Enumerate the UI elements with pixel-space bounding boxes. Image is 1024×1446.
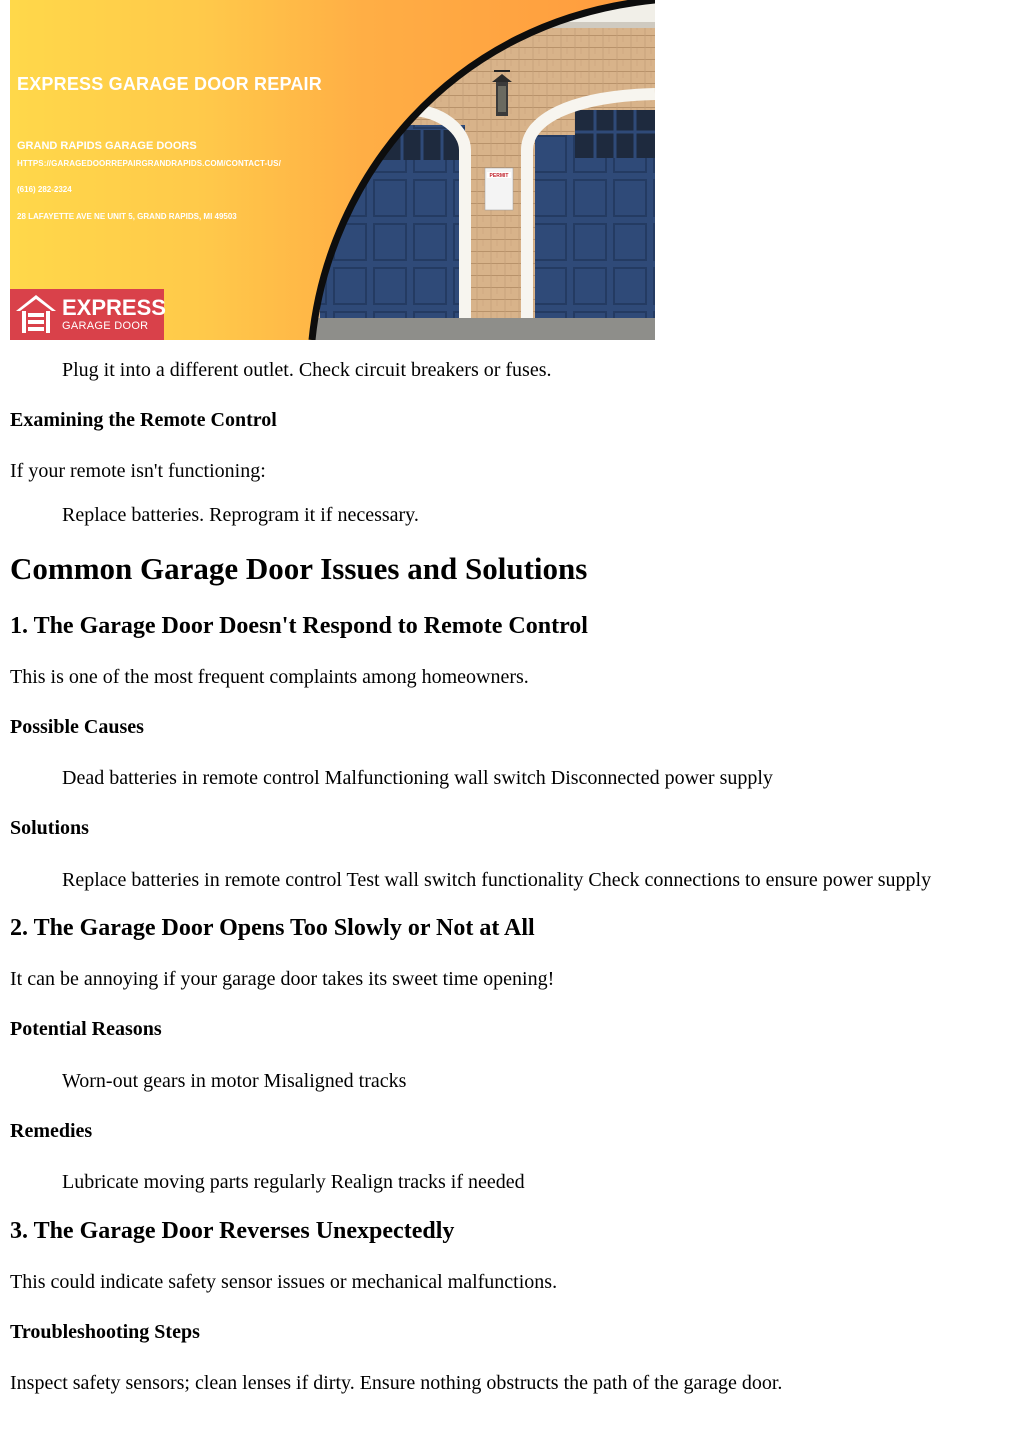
- express-logo: [10, 289, 164, 340]
- text-outlet: Plug it into a different outlet. Check circuit breakers or fuses.: [62, 359, 552, 381]
- text-issue-2-intro: It can be annoying if your garage door takes its sweet time opening!: [10, 968, 555, 990]
- text-issue-3-intro: This could indicate safety sensor issues or mechanical malfunctions.: [10, 1271, 558, 1293]
- heading-common-issues: Common Garage Door Issues and Solutions: [10, 551, 588, 586]
- banner-url: HTTPS://GARAGEDOORREPAIRGRANDRAPIDS.COM/CONTACT-US/: [17, 159, 281, 168]
- text-possible-causes: Dead batteries in remote control Malfunctioning wall switch Disconnected power supply: [62, 767, 773, 789]
- heading-remedies: Remedies: [10, 1120, 93, 1142]
- heading-troubleshooting-steps: Troubleshooting Steps: [10, 1321, 200, 1343]
- heading-issue-3: 3. The Garage Door Reverses Unexpectedly: [10, 1218, 455, 1244]
- text-potential-reasons: Worn-out gears in motor Misaligned tracks: [62, 1070, 407, 1092]
- text-solutions: Replace batteries in remote control Test wall switch functionality Check connections to ensure power supply: [62, 869, 932, 891]
- heading-potential-reasons: Potential Reasons: [10, 1018, 162, 1040]
- text-remote-intro: If your remote isn't functioning:: [10, 460, 266, 482]
- banner-image: [10, 0, 655, 340]
- text-issue-1-intro: This is one of the most frequent complaints among homeowners.: [10, 666, 529, 688]
- heading-issue-1: 1. The Garage Door Doesn't Respond to Remote Control: [10, 613, 588, 639]
- garage-house-icon: [14, 293, 58, 335]
- heading-solutions: Solutions: [10, 817, 89, 839]
- banner-title: EXPRESS GARAGE DOOR REPAIR: [17, 74, 322, 94]
- logo-text-garage-door: GARAGE DOOR: [62, 320, 149, 332]
- text-remedies: Lubricate moving parts regularly Realign tracks if needed: [62, 1171, 525, 1193]
- text-remote-fix: Replace batteries. Reprogram it if necessary.: [62, 504, 419, 526]
- heading-issue-2: 2. The Garage Door Opens Too Slowly or Not at All: [10, 915, 535, 941]
- logo-text-express: EXPRESS: [62, 295, 166, 320]
- heading-possible-causes: Possible Causes: [10, 716, 144, 738]
- banner-subtitle: GRAND RAPIDS GARAGE DOORS: [17, 140, 197, 152]
- text-troubleshooting-steps: Inspect safety sensors; clean lenses if dirty. Ensure nothing obstructs the path of the garage door.: [10, 1372, 783, 1394]
- permit-sign-text: PERMIT: [489, 173, 509, 179]
- banner-phone: (616) 282-2324: [17, 185, 72, 194]
- banner-address: 28 LAFAYETTE AVE NE UNIT 5, GRAND RAPIDS, MI 49503: [17, 212, 237, 221]
- heading-remote-control: Examining the Remote Control: [10, 409, 277, 431]
